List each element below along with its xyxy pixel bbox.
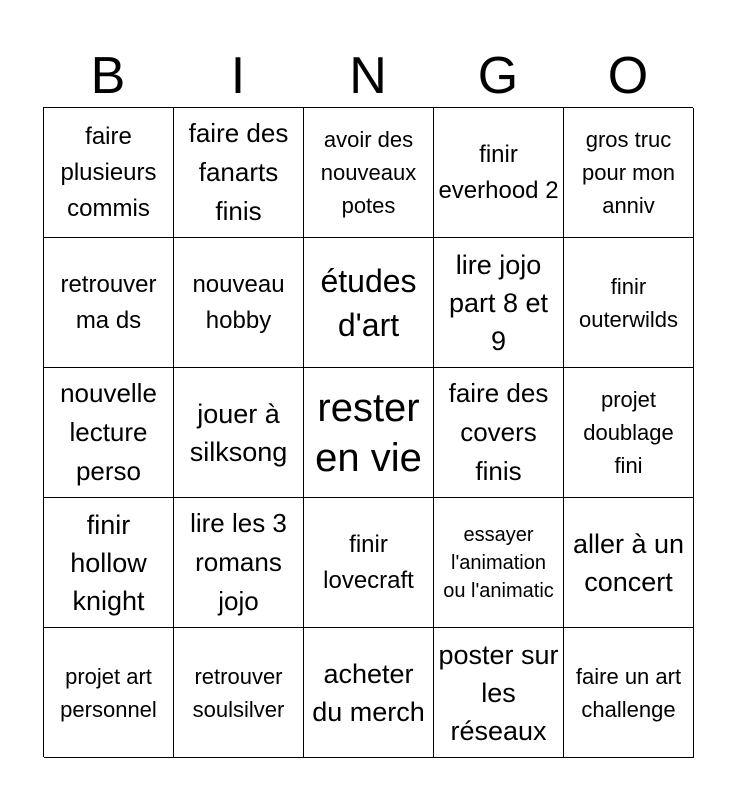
bingo-cell-6[interactable]: [44, 238, 174, 368]
title-letter-o: O: [607, 47, 649, 105]
bingo-cell-5[interactable]: [564, 108, 694, 238]
bingo-grid: [43, 107, 693, 757]
bingo-cell-20[interactable]: [564, 498, 694, 628]
cell-text: faire plusieurs commis: [60, 122, 157, 222]
bingo-cell-13[interactable]: [304, 368, 434, 498]
bingo-cell-2[interactable]: [174, 108, 304, 238]
cell-text: études d'art: [320, 262, 417, 343]
cell-text: lire les 3 romans jojo: [190, 508, 287, 616]
bingo-cell-7[interactable]: [174, 238, 304, 368]
bingo-title: [43, 44, 693, 108]
cell-text: projet art personnel: [60, 663, 157, 722]
bingo-cell-10[interactable]: [564, 238, 694, 368]
title-letter-i: I: [230, 47, 246, 105]
bingo-cell-24[interactable]: [434, 628, 564, 758]
cell-text: faire un art challenge: [575, 663, 682, 722]
bingo-cell-14[interactable]: [434, 368, 564, 498]
bingo-cell-23[interactable]: [304, 628, 434, 758]
cell-text: faire des fanarts finis: [188, 118, 289, 226]
cell-text: jouer à silksong: [189, 398, 288, 467]
bingo-cell-19[interactable]: [434, 498, 564, 628]
bingo-cell-22[interactable]: [174, 628, 304, 758]
bingo-cell-3[interactable]: [304, 108, 434, 238]
cell-text: finir lovecraft: [323, 530, 414, 594]
bingo-cell-11[interactable]: [44, 368, 174, 498]
title-letter-g: G: [477, 47, 519, 105]
cell-text: acheter du merch: [312, 658, 425, 727]
cell-text: faire des covers finis: [448, 378, 549, 486]
title-letter-b: B: [90, 47, 126, 105]
bingo-cell-21[interactable]: [44, 628, 174, 758]
cell-text: finir outerwilds: [578, 273, 679, 332]
bingo-cell-18[interactable]: [304, 498, 434, 628]
bingo-cell-12[interactable]: [174, 368, 304, 498]
bingo-cell-9[interactable]: [434, 238, 564, 368]
bingo-cell-25[interactable]: [564, 628, 694, 758]
cell-text: lire jojo part 8 et 9: [448, 249, 549, 356]
cell-text: retrouver soulsilver: [192, 663, 285, 722]
cell-text: retrouver ma ds: [60, 270, 157, 334]
cell-text: nouvelle lecture perso: [60, 378, 157, 486]
bingo-cell-8[interactable]: [304, 238, 434, 368]
cell-text: projet doublage fini: [583, 387, 674, 478]
bingo-cell-15[interactable]: [564, 368, 694, 498]
bingo-cell-17[interactable]: [174, 498, 304, 628]
cell-text: finir hollow knight: [70, 509, 147, 616]
cell-text: finir everhood 2: [438, 140, 559, 204]
bingo-cell-16[interactable]: [44, 498, 174, 628]
title-letter-n: N: [349, 47, 387, 105]
cell-text: poster sur les réseaux: [438, 639, 559, 746]
bingo-cell-4[interactable]: [434, 108, 564, 238]
bingo-cell-1[interactable]: [44, 108, 174, 238]
cell-text: aller à un concert: [572, 528, 685, 597]
cell-text: essayer l'animation ou l'animatic: [443, 523, 554, 602]
cell-text: avoir des nouveaux potes: [320, 127, 417, 218]
cell-text: gros truc pour mon anniv: [582, 127, 675, 218]
cell-text: rester en vie: [315, 385, 422, 480]
cell-text: nouveau hobby: [192, 270, 285, 334]
